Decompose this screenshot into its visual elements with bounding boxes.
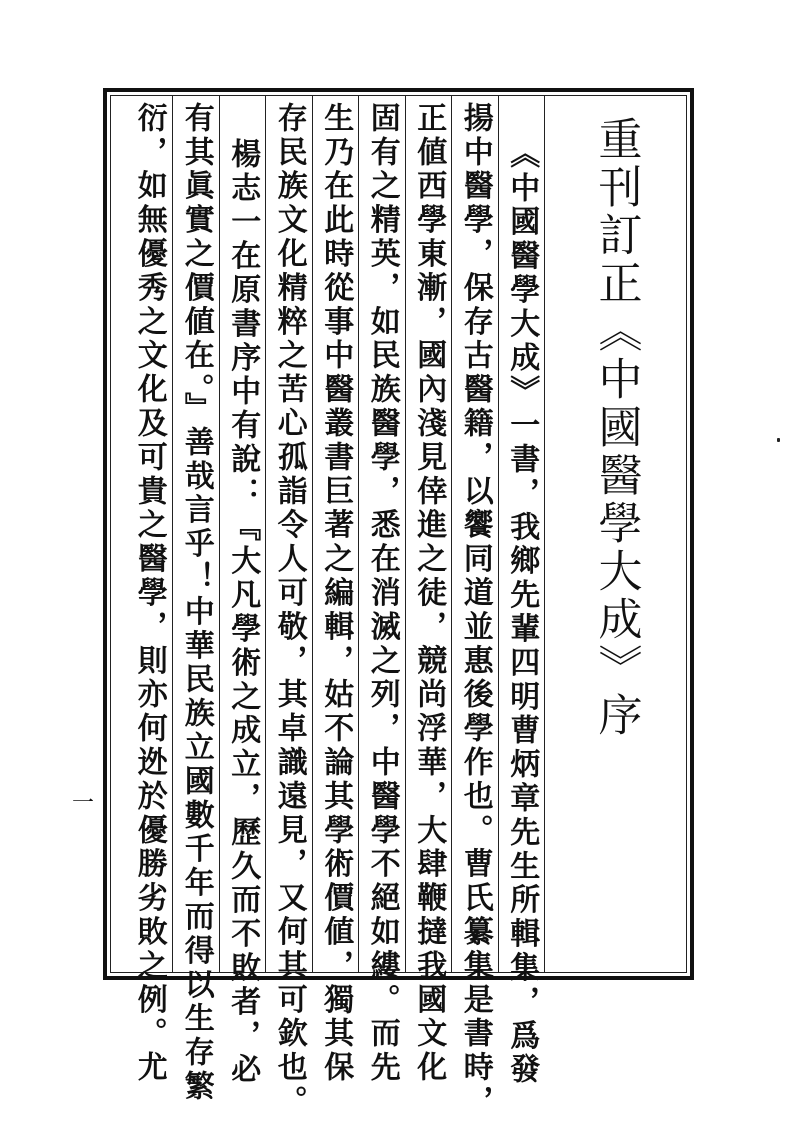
text-column: 正値西學東漸，國內淺見倖進之徒，競尚浮華，大肆鞭撻我國文化 [405, 96, 452, 972]
page-border [103, 88, 694, 1119]
text-column: 存民族文化精粹之苦心孤詣令人可敬，其卓識遠見，又何其可欽也。 [265, 96, 312, 972]
speck [777, 438, 780, 442]
text-column: 楊志一在原書序中有說：『大凡學術之成立，歷久而不敗者，必 [219, 96, 266, 972]
text-column: 衍，如無優秀之文化及可貴之醫學，則亦何迯於優勝劣敗之例。尤 [131, 102, 167, 1086]
text-column: 揚中醫學，保存古醫籍，以饗同道並惠後學作也。曹氏纂集是書時， [451, 96, 498, 972]
text-column: 生乃在此時從事中醫叢書巨著之編輯，姑不論其學術價値，獨其保 [312, 96, 359, 972]
margin-mark: 一 [72, 791, 95, 816]
page-title: 重刊訂正《中國醫學大成》序 [544, 96, 686, 972]
text-column: 固有之精英，如民族醫學，悉在消滅之列，中醫學不絕如縷。而先 [358, 96, 405, 972]
text-body [110, 95, 687, 1119]
text-column: 有其眞實之價値在。』善哉言乎！中華民族立國數千年而得以生存繁 [172, 96, 219, 972]
text-column: 《中國醫學大成》一書，我鄉先輩四明曹炳章先生所輯集，爲發 [498, 96, 545, 972]
